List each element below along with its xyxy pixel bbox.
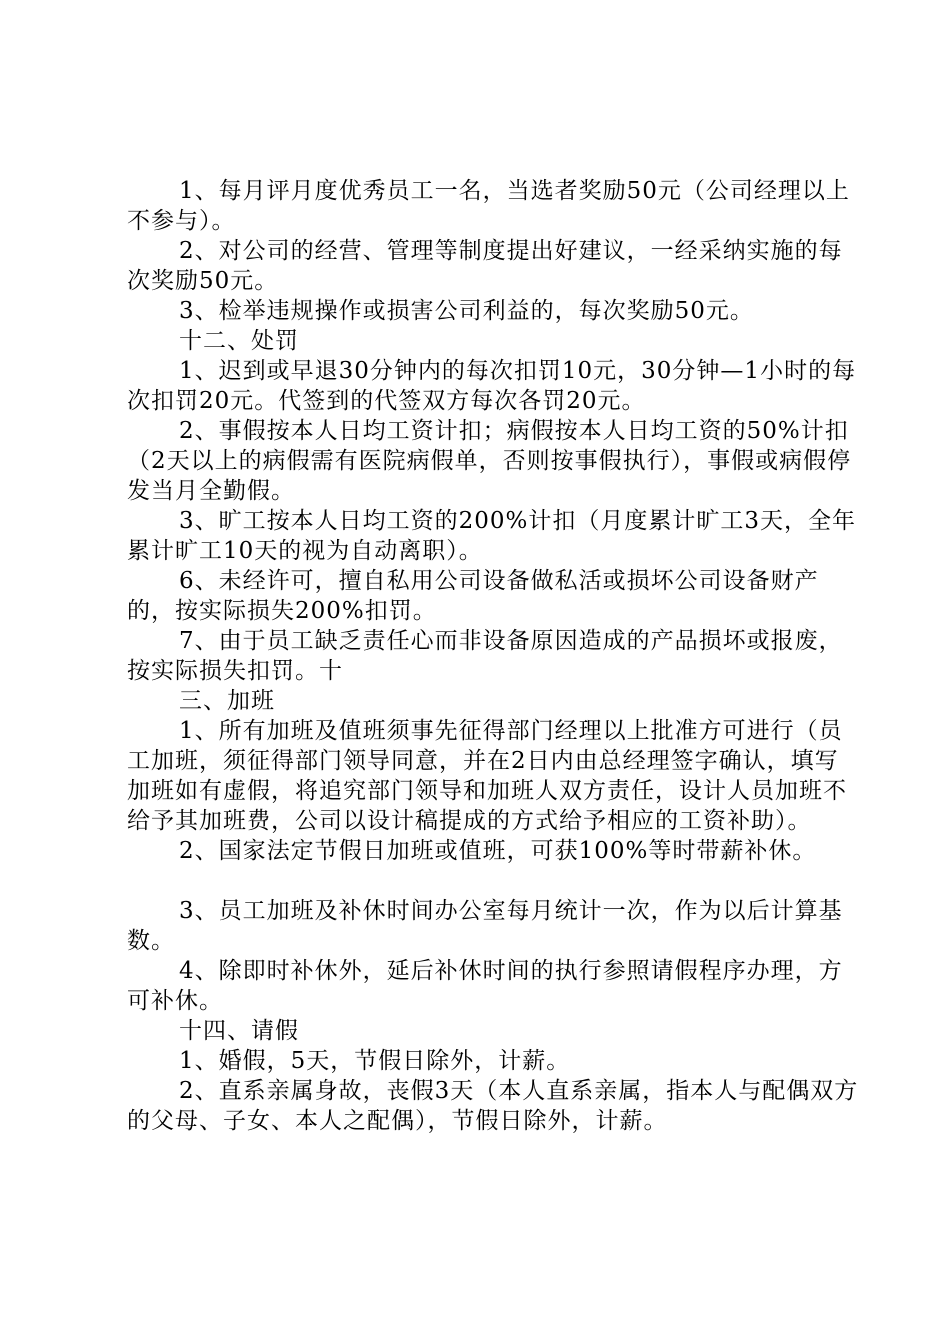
paragraph-penalty-7: 7、由于员工缺乏责任心而非设备原因造成的产品损坏或报废，按实际损失扣罚。十 bbox=[127, 628, 843, 684]
section-heading-leave: 十四、请假 bbox=[179, 1018, 299, 1044]
blank-line bbox=[127, 866, 862, 896]
paragraph-overtime-3: 3、员工加班及补休时间办公室每月统计一次，作为以后计算基数。 bbox=[127, 898, 843, 954]
paragraph-penalty-2: 2、事假按本人日均工资计扣；病假按本人日均工资的50%计扣（2天以上的病假需有医院病假单，否则按事假执行），事假或病假停发当月全勤假。 bbox=[127, 418, 852, 504]
paragraph-reward-3: 3、检举违规操作或损害公司利益的，每次奖励50元。 bbox=[179, 298, 754, 324]
paragraph-overtime-1: 1、所有加班及值班须事先征得部门经理以上批准方可进行（员工加班，须征得部门领导同意，并在2日内由总经理签字确认，填写加班如有虚假，将追究部门领导和加班人双方责任，设计人员加班不给予其加班费，公司以设计稿提成的方式给予相应的工资补助）。 bbox=[127, 718, 847, 834]
section-heading-overtime: 三、加班 bbox=[179, 688, 275, 714]
section-heading-penalty: 十二、处罚 bbox=[179, 328, 299, 354]
paragraph-penalty-6: 6、未经许可，擅自私用公司设备做私活或损坏公司设备财产的，按实际损失200%扣罚。 bbox=[127, 568, 819, 624]
paragraph-overtime-4: 4、除即时补休外，延后补休时间的执行参照请假程序办理，方可补休。 bbox=[127, 958, 843, 1014]
paragraph-penalty-3: 3、旷工按本人日均工资的200%计扣（月度累计旷工3天，全年累计旷工10天的视为自动离职）。 bbox=[127, 508, 857, 564]
paragraph-reward-1: 1、每月评月度优秀员工一名，当选者奖励50元（公司经理以上不参与）。 bbox=[127, 178, 850, 234]
paragraph-penalty-1: 1、迟到或早退30分钟内的每次扣罚10元，30分钟—1小时的每次扣罚20元。代签到的代签双方每次各罚20元。 bbox=[127, 358, 857, 414]
paragraph-reward-2: 2、对公司的经营、管理等制度提出好建议，一经采纳实施的每次奖励50元。 bbox=[127, 238, 843, 294]
document-body bbox=[127, 176, 862, 1136]
paragraph-overtime-2: 2、国家法定节假日加班或值班，可获100%等时带薪补休。 bbox=[179, 838, 817, 864]
paragraph-leave-2: 2、直系亲属身故，丧假3天（本人直系亲属，指本人与配偶双方的父母、子女、本人之配偶），节假日除外，计薪。 bbox=[127, 1078, 859, 1134]
paragraph-leave-1: 1、婚假，5天，节假日除外，计薪。 bbox=[179, 1048, 571, 1074]
